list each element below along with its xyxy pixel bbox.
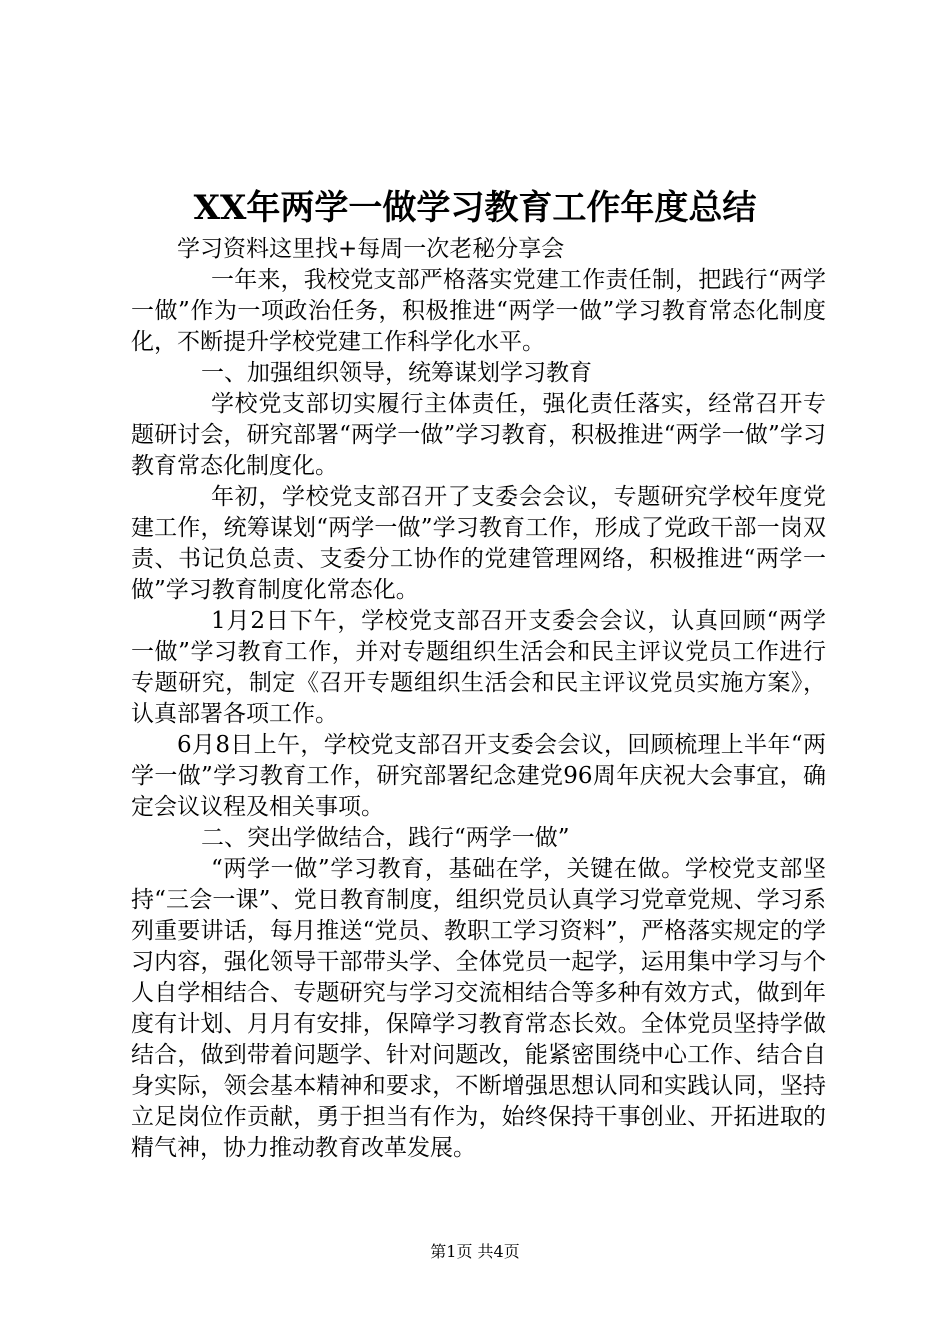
paragraph-5: “两学一做”学习教育，基础在学，关键在做。学校党支部坚持“三会一课”、党日教育制度，组织党员认真学习党章党规、学习系列重要讲话，每月推送“党员、教职工学习资料”，严格落实规定的学习内容，强化领导干部带头学、全体党员一起学，运用集中学习与个人自学相结合、专题研究与学习交流相结合等多种有效方式，做到年度有计划、月月有安排，保障学习教育常态长效。全体党员坚持学做结合，做到带着问题学、针对问题改，能紧密围绕中心工作、结合自身实际，领会基本精神和要求，不断增强思想认同和实践认同，坚持立足岗位作贡献，勇于担当有作为，始终保持干事创业、开拓进取的精气神，协力推动教育改革发展。: [131, 856, 826, 1161]
paragraph-intro: 一年来，我校党支部严格落实党建工作责任制，把践行“两学一做”作为一项政治任务，积极推进“两学一做”学习教育常态化制度化，不断提升学校党建工作科学化水平。: [131, 267, 826, 355]
section-heading-1: 一、加强组织领导，统筹谋划学习教育: [201, 360, 592, 386]
subtitle-line: 学习资料这里找+每周一次老秘分享会: [177, 236, 565, 262]
paragraph-3: 1月2日下午，学校党支部召开支委会会议，认真回顾“两学一做”学习教育工作，并对专题组织生活会和民主评议党员工作进行专题研究，制定《召开专题组织生活会和民主评议党员实施方案》，认真部署各项工作。: [131, 608, 826, 727]
document-title: XX年两学一做学习教育工作年度总结: [193, 188, 757, 228]
paragraph-4: 6月8日上午，学校党支部召开支委会会议，回顾梳理上半年“两学一做”学习教育工作，研究部署纪念建党96周年庆祝大会事宜，确定会议议程及相关事项。: [131, 732, 826, 820]
page-footer: 第1页 共4页: [430, 1242, 520, 1261]
section-heading-2: 二、突出学做结合，践行“两学一做”: [201, 825, 570, 851]
document-body: [131, 234, 826, 1164]
paragraph-2: 年初，学校党支部召开了支委会会议，专题研究学校年度党建工作，统筹谋划“两学一做”学习教育工作，形成了党政干部一岗双责、书记负总责、支委分工协作的党建管理网络，积极推进“两学一做”学习教育制度化常态化。: [131, 484, 826, 603]
paragraph-1: 学校党支部切实履行主体责任，强化责任落实，经常召开专题研讨会，研究部署“两学一做”学习教育，积极推进“两学一做”学习教育常态化制度化。: [131, 391, 826, 479]
